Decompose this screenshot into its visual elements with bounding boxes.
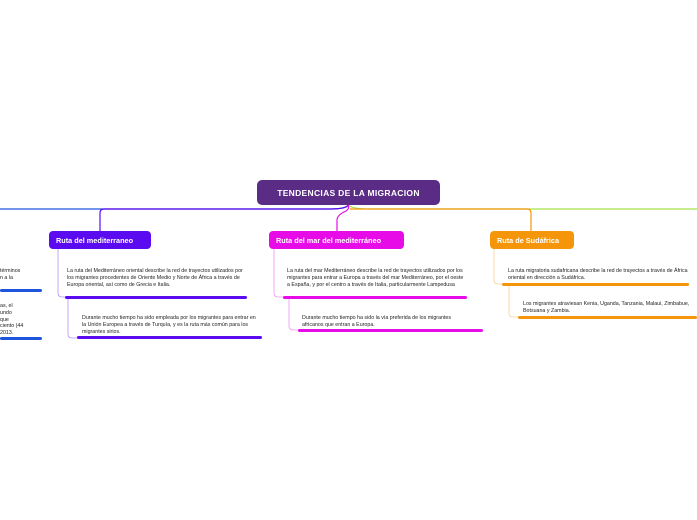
note-ruta-sudafrica-2: Los migrantes atraviesan Kenia, Uganda, Tanzania, Malaui, Zimbabue, Botsuana y Zambia. [523,301,690,314]
left-fragment-line: que [0,317,9,323]
note-underline [502,283,689,286]
note-ruta-sudafrica-1: La ruta migratoria sudafricana describe la red de trayectos a través de África oriental en dirección a Sudáfrica. [508,268,688,281]
note-underline [298,329,483,332]
note-underline [77,336,262,339]
left-fragment-line: as, el [0,303,13,309]
left-fragment-line: undo [0,310,12,316]
note-underline [283,296,467,299]
left-note-underline [0,337,42,340]
note-ruta-mediterraneo-2: Durante mucho tiempo ha sido empleada por los migrantes para entrar en la Unión Europea a través de Turquía, y es la ruta más común para los migrantes sirios. [82,315,256,335]
topic-ruta-mar-mediterraneo[interactable]: Ruta del mar del mediterráneo [269,231,404,249]
left-fragment-line: ciento (44 [0,323,24,329]
topic-ruta-mediterraneo[interactable]: Ruta del mediterraneo [49,231,151,249]
topic-ruta-sudafrica[interactable]: Ruta de Sudáfrica [490,231,574,249]
note-underline [65,296,247,299]
note-ruta-mar-mediterraneo-2: Durante mucho tiempo ha sido la vía preferida de los migrantes africanos que entran a Europa. [302,315,451,328]
link-branch-2-note-1 [274,249,283,297]
link-branch-1-note-1 [58,249,66,297]
note-ruta-mediterraneo-1: La ruta del Mediterráneo oriental describe la red de trayectos utilizados por los migrantes procedentes de Oriente Medio y Norte de África a través de Europa oriental, así como de Grecia e Italia. [67,268,243,288]
link-branch-2-note-2 [289,299,298,330]
note-underline [518,316,697,319]
left-fragment-line: n a la [0,275,13,281]
left-fragment-line: términos [0,268,21,274]
link-branch-3-note-2 [509,286,518,317]
link-branch-3-note-1 [494,249,502,284]
link-branch-1 [100,205,349,231]
link-branch-1-note-2 [68,299,78,338]
left-fragment-line: 2013. [0,330,14,336]
left-note-underline [0,289,42,292]
note-ruta-mar-mediterraneo-1: La ruta del mar Mediterráneo describe la red de trayectos utilizados por los migrantes para entrar a Europa a través del mar Mediterráneo, por el oeste a España, y por el centro a través de Italia, particularmente Lampedusa [287,268,464,288]
link-branch-3 [350,209,531,231]
root-topic[interactable]: TENDENCIAS DE LA MIGRACION [257,180,440,205]
